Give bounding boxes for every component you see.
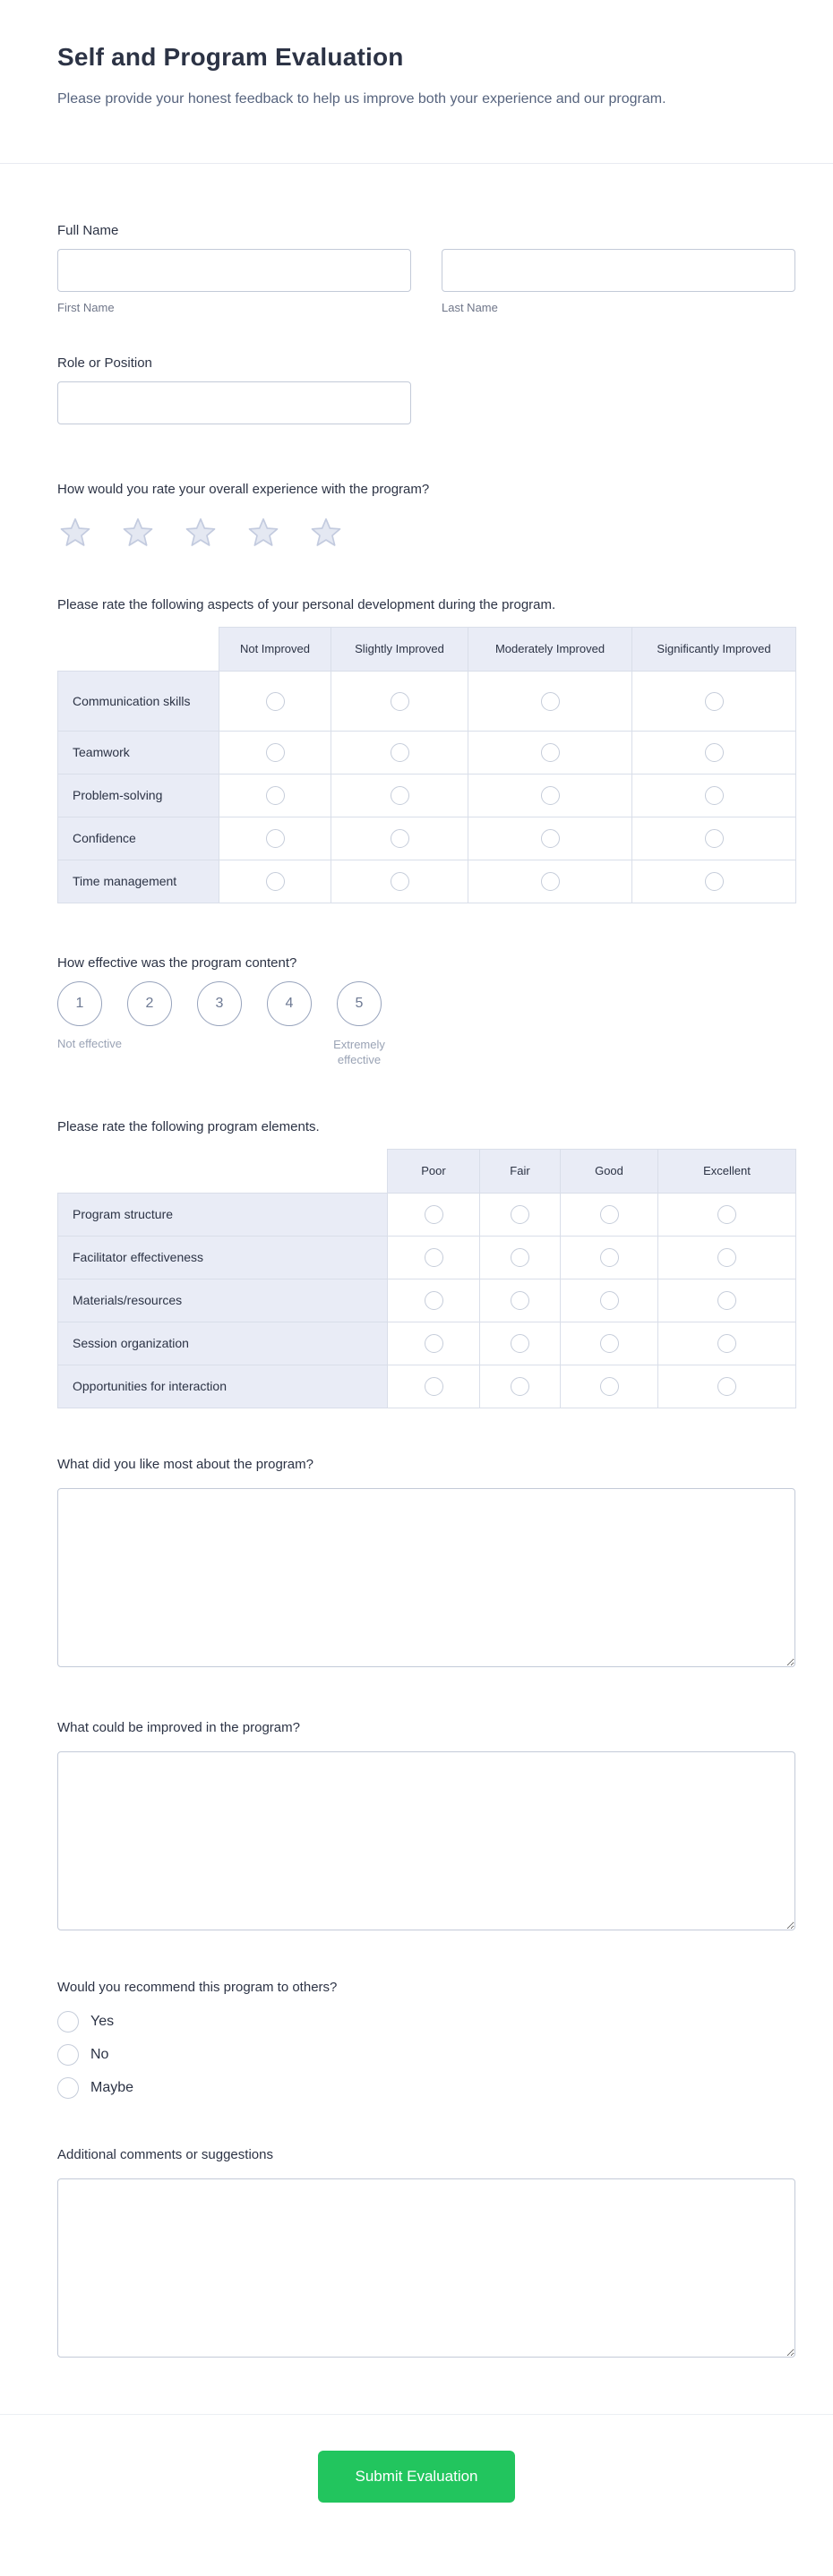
radio-icon[interactable] <box>391 743 409 762</box>
radio-icon[interactable] <box>391 692 409 711</box>
radio-icon[interactable] <box>541 692 560 711</box>
personal-development-label: Please rate the following aspects of your personal development during the program. <box>57 597 556 612</box>
matrix-row <box>58 860 796 903</box>
radio-icon[interactable] <box>600 1248 619 1267</box>
matrix-radio-cell[interactable] <box>480 1365 561 1408</box>
question-recommend <box>57 1980 795 2099</box>
star-icon[interactable] <box>120 515 156 551</box>
matrix-radio-cell[interactable] <box>219 672 331 732</box>
radio-icon[interactable] <box>511 1334 529 1353</box>
matrix-radio-cell[interactable] <box>468 817 632 860</box>
question-content-effectiveness <box>57 955 795 1073</box>
matrix-row-label: Materials/resources <box>58 1279 388 1322</box>
matrix-radio-cell[interactable] <box>331 672 468 732</box>
matrix-radio-cell[interactable] <box>219 775 331 817</box>
matrix-row <box>58 1237 796 1279</box>
page-title: Self and Program Evaluation <box>57 43 404 71</box>
matrix-radio-cell[interactable] <box>561 1365 658 1408</box>
matrix-radio-cell[interactable] <box>480 1194 561 1237</box>
scale-labels <box>57 1037 795 1073</box>
star-icon[interactable] <box>57 515 93 551</box>
matrix-column-header: Moderately Improved <box>468 628 632 672</box>
radio-icon[interactable] <box>511 1248 529 1267</box>
matrix-corner-cell <box>58 1150 388 1194</box>
matrix-row-label: Confidence <box>58 817 219 860</box>
radio-icon[interactable] <box>541 829 560 848</box>
matrix-radio-cell[interactable] <box>331 732 468 775</box>
scale-option[interactable]: 3 <box>197 981 242 1026</box>
radio-icon[interactable] <box>425 1334 443 1353</box>
matrix-column-header: Not Improved <box>219 628 331 672</box>
matrix-radio-cell[interactable] <box>468 775 632 817</box>
matrix-radio-cell[interactable] <box>561 1279 658 1322</box>
last-name-input[interactable] <box>442 249 795 292</box>
radio-icon[interactable] <box>717 1334 736 1353</box>
radio-option[interactable] <box>57 2077 795 2099</box>
star-icon[interactable] <box>308 515 344 551</box>
improvements-textarea[interactable] <box>57 1751 795 1930</box>
radio-icon[interactable] <box>600 1377 619 1396</box>
matrix-column-header: Good <box>561 1150 658 1194</box>
program-elements-label: Please rate the following program elements. <box>57 1119 320 1134</box>
full-name-label: Full Name <box>57 223 119 238</box>
star-rating <box>57 515 795 551</box>
radio-icon[interactable] <box>717 1291 736 1310</box>
matrix-radio-cell[interactable] <box>331 817 468 860</box>
matrix-radio-cell[interactable] <box>632 672 796 732</box>
liked-most-label: What did you like most about the program? <box>57 1457 313 1472</box>
additional-comments-label: Additional comments or suggestions <box>57 2147 273 2162</box>
matrix-column-header: Fair <box>480 1150 561 1194</box>
form-header <box>0 0 833 164</box>
radio-option[interactable] <box>57 2011 795 2033</box>
radio-icon[interactable] <box>541 872 560 891</box>
matrix-column-header: Excellent <box>658 1150 796 1194</box>
radio-option-label: Yes <box>90 2014 115 2029</box>
matrix-radio-cell[interactable] <box>388 1322 480 1365</box>
radio-icon[interactable] <box>705 743 724 762</box>
matrix-row-label: Teamwork <box>58 732 219 775</box>
matrix-radio-cell[interactable] <box>468 672 632 732</box>
question-additional-comments <box>57 2147 795 2362</box>
matrix-row <box>58 775 796 817</box>
matrix-radio-cell[interactable] <box>658 1279 796 1322</box>
matrix-row <box>58 672 796 732</box>
radio-icon[interactable] <box>717 1377 736 1396</box>
radio-icon[interactable] <box>600 1334 619 1353</box>
radio-icon[interactable] <box>511 1291 529 1310</box>
matrix-row-label: Program structure <box>58 1194 388 1237</box>
question-personal-development <box>57 597 795 903</box>
matrix-radio-cell[interactable] <box>388 1365 480 1408</box>
matrix-row-label: Problem-solving <box>58 775 219 817</box>
matrix-row-label: Time management <box>58 860 219 903</box>
question-program-elements <box>57 1119 795 1408</box>
scale-option[interactable]: 1 <box>57 981 102 1026</box>
radio-icon[interactable] <box>425 1291 443 1310</box>
scale-max-label: Extremely effective <box>333 1038 385 1066</box>
matrix-row-label: Communication skills <box>58 672 219 732</box>
matrix-radio-cell[interactable] <box>561 1237 658 1279</box>
form-footer <box>0 2414 833 2550</box>
matrix-radio-cell[interactable] <box>468 860 632 903</box>
matrix-radio-cell[interactable] <box>388 1237 480 1279</box>
matrix-radio-cell[interactable] <box>388 1194 480 1237</box>
content-effectiveness-label: How effective was the program content? <box>57 955 297 971</box>
matrix-radio-cell[interactable] <box>632 860 796 903</box>
radio-icon[interactable] <box>266 743 285 762</box>
radio-icon[interactable] <box>391 786 409 805</box>
question-improvements <box>57 1720 795 1935</box>
matrix-radio-cell[interactable] <box>658 1365 796 1408</box>
radio-icon[interactable] <box>600 1205 619 1224</box>
radio-option-label: Maybe <box>90 2080 134 2095</box>
radio-icon[interactable] <box>511 1205 529 1224</box>
radio-icon[interactable] <box>425 1205 443 1224</box>
matrix-radio-cell[interactable] <box>632 817 796 860</box>
radio-icon[interactable] <box>57 2077 79 2099</box>
question-liked-most <box>57 1457 795 1672</box>
scale-options <box>57 981 795 1026</box>
radio-icon[interactable] <box>705 786 724 805</box>
first-name-sublabel: First Name <box>57 301 115 314</box>
recommend-label: Would you recommend this program to others? <box>57 1980 338 1995</box>
radio-icon[interactable] <box>541 786 560 805</box>
radio-icon[interactable] <box>425 1377 443 1396</box>
matrix-radio-cell[interactable] <box>219 817 331 860</box>
radio-icon[interactable] <box>511 1377 529 1396</box>
radio-icon[interactable] <box>266 829 285 848</box>
matrix-radio-cell[interactable] <box>219 860 331 903</box>
scale-option[interactable]: 2 <box>127 981 172 1026</box>
radio-icon[interactable] <box>600 1291 619 1310</box>
scale-option[interactable]: 5 <box>337 981 382 1026</box>
last-name-sublabel: Last Name <box>442 301 498 314</box>
matrix-radio-cell[interactable] <box>561 1194 658 1237</box>
matrix-radio-cell[interactable] <box>480 1237 561 1279</box>
matrix-radio-cell[interactable] <box>632 732 796 775</box>
matrix-row <box>58 732 796 775</box>
form-body <box>0 164 833 2389</box>
additional-comments-textarea[interactable] <box>57 2178 795 2358</box>
submit-button[interactable]: Submit Evaluation <box>318 2451 514 2503</box>
matrix-corner-cell <box>58 628 219 672</box>
radio-icon[interactable] <box>266 786 285 805</box>
radio-icon[interactable] <box>717 1248 736 1267</box>
matrix-row <box>58 1194 796 1237</box>
radio-icon[interactable] <box>57 2044 79 2066</box>
matrix-column-header: Poor <box>388 1150 480 1194</box>
matrix-radio-cell[interactable] <box>331 775 468 817</box>
star-icon[interactable] <box>245 515 281 551</box>
matrix-row <box>58 817 796 860</box>
radio-icon[interactable] <box>391 829 409 848</box>
matrix-radio-cell[interactable] <box>658 1194 796 1237</box>
question-overall-experience <box>57 482 795 551</box>
radio-icon[interactable] <box>541 743 560 762</box>
matrix-row-label: Facilitator effectiveness <box>58 1237 388 1279</box>
matrix-radio-cell[interactable] <box>219 732 331 775</box>
matrix-row <box>58 1279 796 1322</box>
matrix-radio-cell[interactable] <box>561 1322 658 1365</box>
matrix-row <box>58 1365 796 1408</box>
recommend-options <box>57 2011 795 2099</box>
form-subtitle: Please provide your honest feedback to help us improve both your experience and our program. <box>57 91 666 107</box>
radio-option[interactable] <box>57 2044 795 2066</box>
matrix-row-label: Session organization <box>58 1322 388 1365</box>
role-input[interactable] <box>57 381 411 424</box>
question-role <box>57 355 795 424</box>
question-full-name <box>57 223 795 314</box>
radio-icon[interactable] <box>425 1248 443 1267</box>
role-label: Role or Position <box>57 355 152 371</box>
matrix-radio-cell[interactable] <box>632 775 796 817</box>
personal-development-matrix <box>57 627 796 903</box>
matrix-radio-cell[interactable] <box>658 1322 796 1365</box>
matrix-radio-cell[interactable] <box>388 1279 480 1322</box>
matrix-column-header: Slightly Improved <box>331 628 468 672</box>
overall-experience-label: How would you rate your overall experience with the program? <box>57 482 430 497</box>
matrix-radio-cell[interactable] <box>480 1322 561 1365</box>
matrix-row-label: Opportunities for interaction <box>58 1365 388 1408</box>
radio-icon[interactable] <box>266 692 285 711</box>
radio-icon[interactable] <box>391 872 409 891</box>
radio-icon[interactable] <box>717 1205 736 1224</box>
matrix-column-header: Significantly Improved <box>632 628 796 672</box>
radio-icon[interactable] <box>57 2011 79 2033</box>
matrix-radio-cell[interactable] <box>331 860 468 903</box>
radio-icon[interactable] <box>705 692 724 711</box>
scale-option[interactable]: 4 <box>267 981 312 1026</box>
radio-icon[interactable] <box>705 829 724 848</box>
radio-icon[interactable] <box>705 872 724 891</box>
first-name-input[interactable] <box>57 249 411 292</box>
matrix-radio-cell[interactable] <box>468 732 632 775</box>
liked-most-textarea[interactable] <box>57 1488 795 1667</box>
matrix-radio-cell[interactable] <box>480 1279 561 1322</box>
scale-min-label: Not effective <box>57 1037 123 1050</box>
matrix-radio-cell[interactable] <box>658 1237 796 1279</box>
matrix-row <box>58 1322 796 1365</box>
program-elements-matrix <box>57 1149 796 1408</box>
improvements-label: What could be improved in the program? <box>57 1720 300 1735</box>
radio-option-label: No <box>90 2047 109 2062</box>
star-icon[interactable] <box>183 515 219 551</box>
radio-icon[interactable] <box>266 872 285 891</box>
